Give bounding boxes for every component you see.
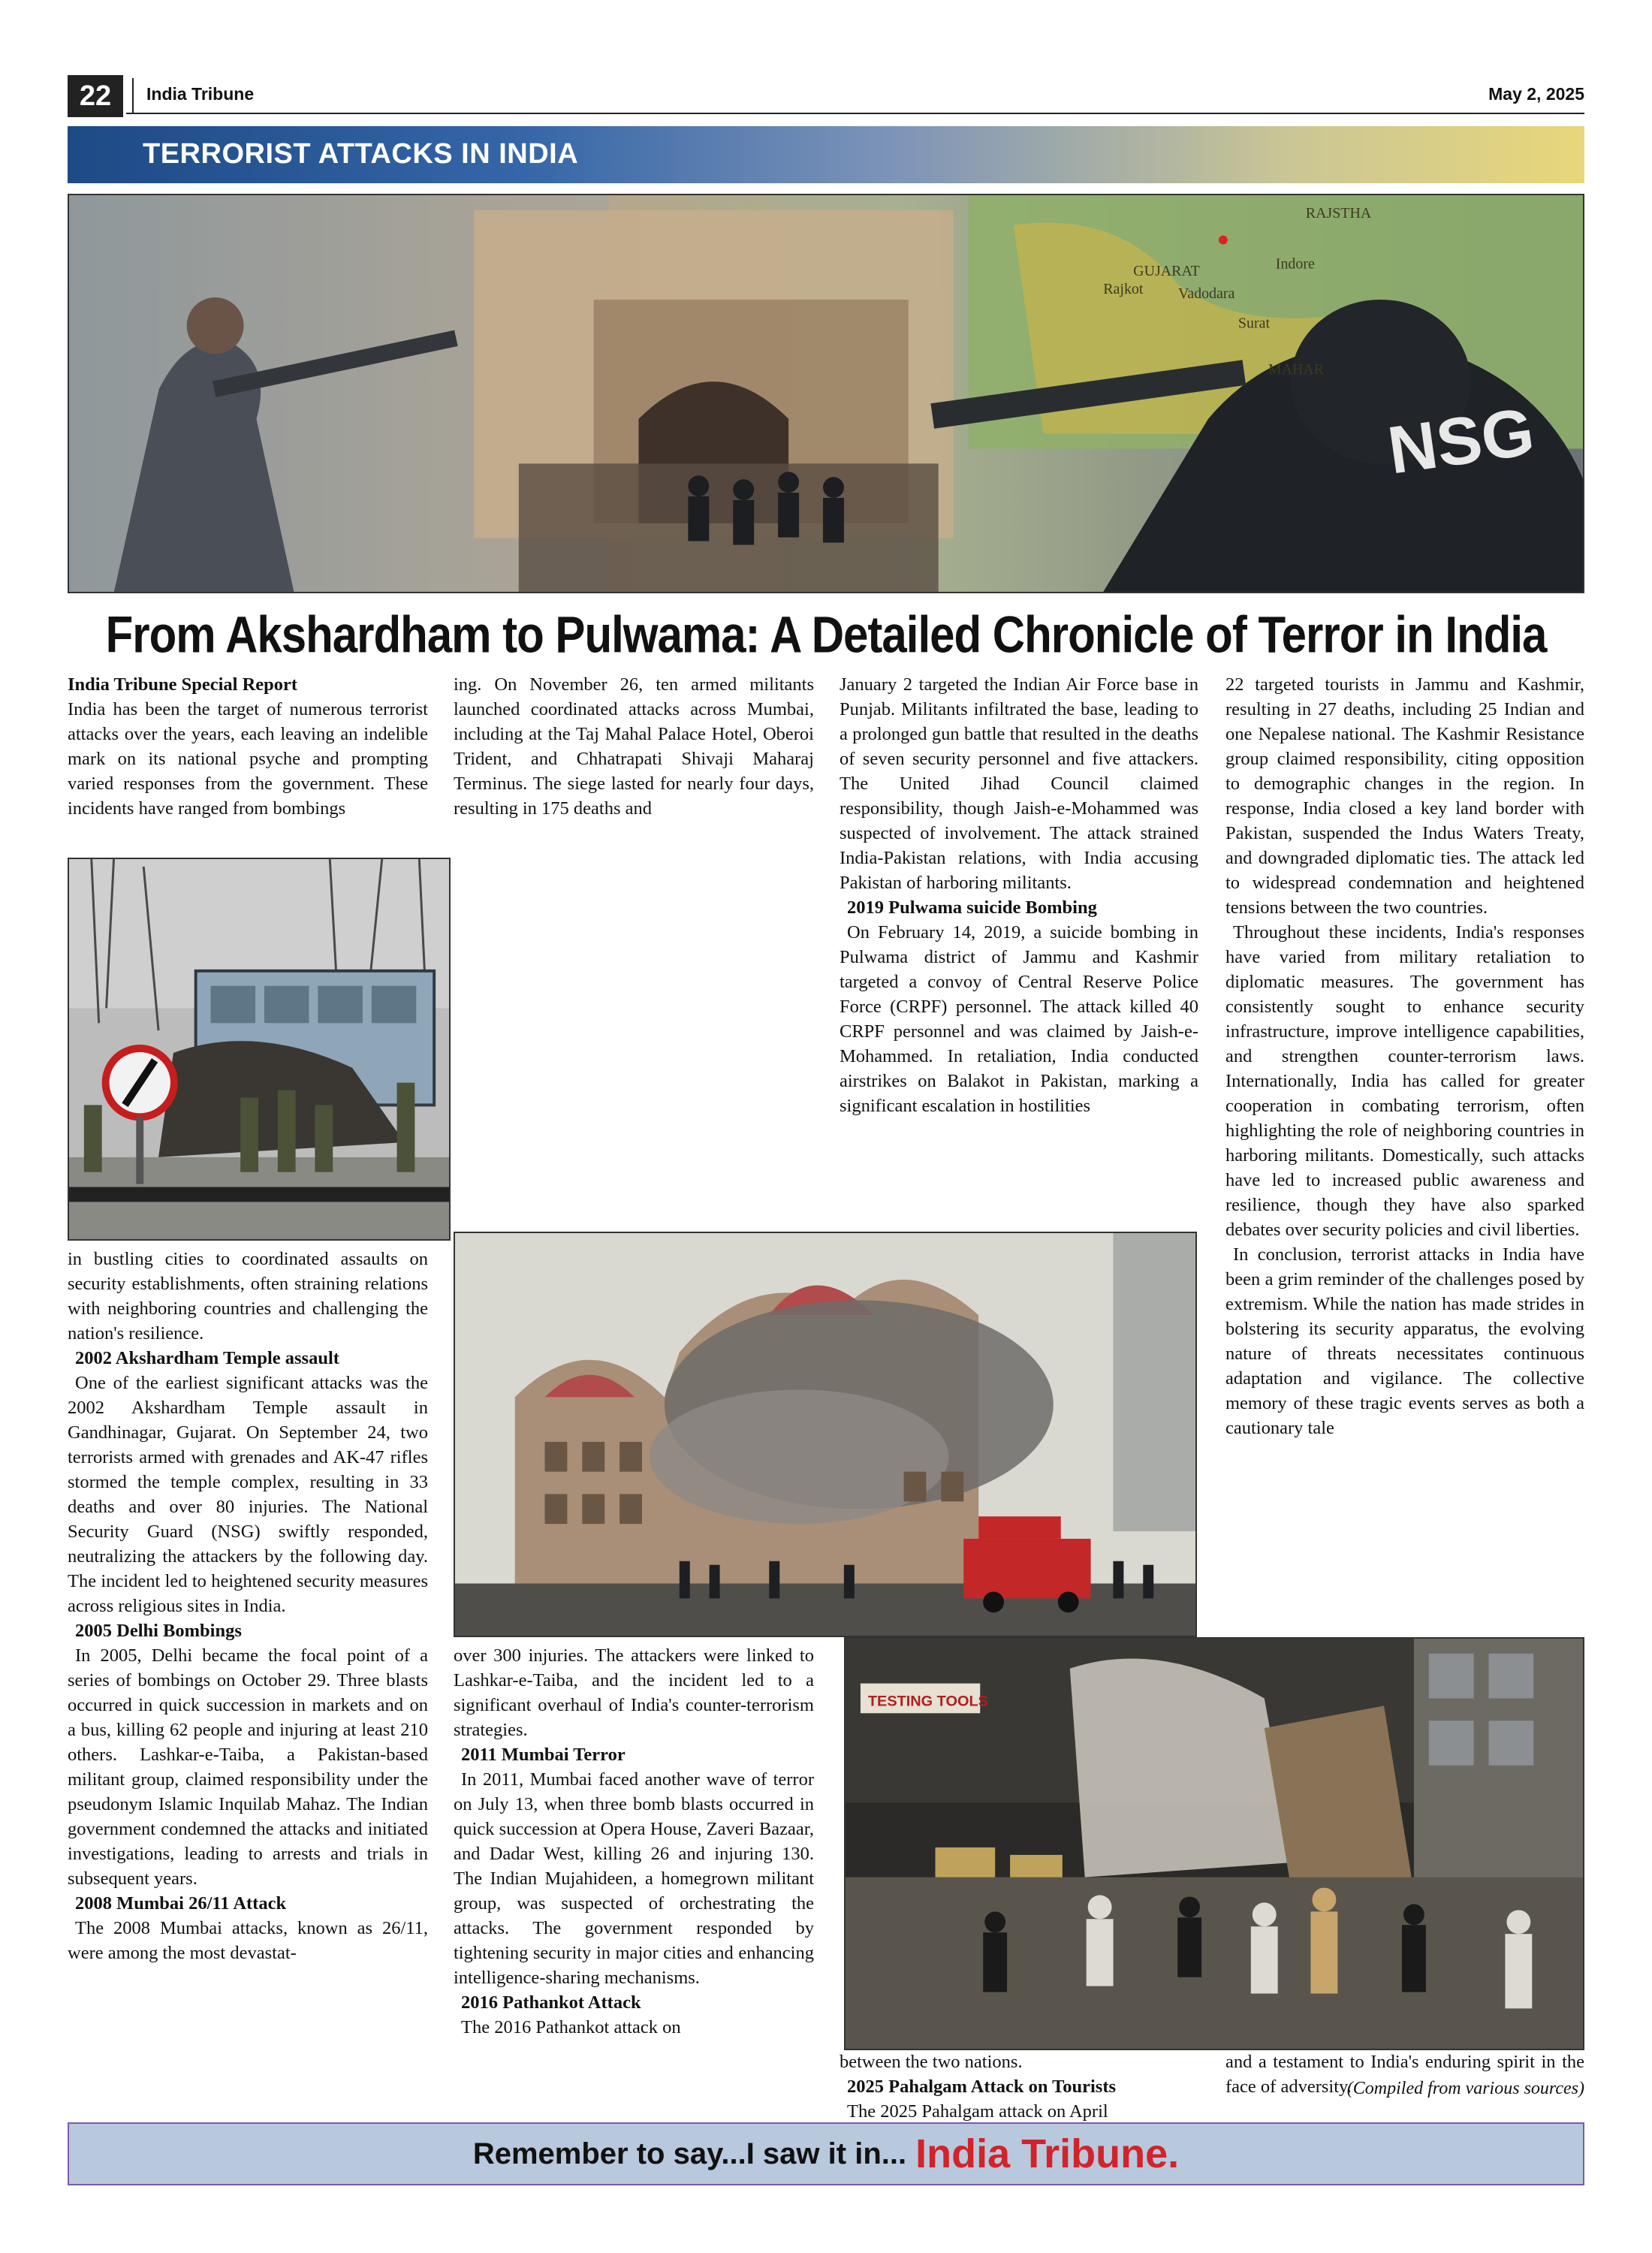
page-number: 22 xyxy=(68,75,123,117)
publication-name: India Tribune xyxy=(146,84,255,104)
footer-tagline: Remember to say...I saw it in... xyxy=(472,2137,907,2170)
column-3-top xyxy=(840,672,1198,1118)
section-banner xyxy=(68,126,1584,183)
column-3-bottom xyxy=(840,2049,1198,2124)
paragraph-2008-start: The 2008 Mumbai attacks, known as 26/11, were among the most devastat- xyxy=(68,1918,428,1963)
paragraph-conclusion-end: and a testament to India's enduring spirit in the face of adversity. xyxy=(1225,2052,1584,2097)
map-label: GUJARAT xyxy=(1133,263,1200,280)
subhead-2011: 2011 Mumbai Terror xyxy=(461,1745,626,1765)
header-rule xyxy=(126,113,1584,114)
paragraph-2008-middle: ing. On November 26, ten armed militants launched coordinated attacks across Mumbai, including at the Taj Mahal Palace Hotel, Oberoi Trident, and Chhatrapati Shivaji Maharaj Terminus. The siege lasted for nearly four days, resulting in 175 deaths and xyxy=(454,674,814,819)
hero-collage-image xyxy=(68,194,1584,593)
intro-paragraph: India has been the target of numerous terrorist attacks over the years, each leaving an indelible mark on its national psyche and prompting varied responses from the government. These incidents have ranged from bombings xyxy=(68,699,428,819)
subhead-2008: 2008 Mumbai 26/11 Attack xyxy=(75,1893,287,1914)
compiled-credit: (Compiled from various sources) xyxy=(1346,2079,1584,2098)
map-label: Rajkot xyxy=(1103,281,1144,297)
paragraph-conclusion: In conclusion, terrorist attacks in India have been a grim reminder of the challenges posed by extremism. While the nation has made strides in bolstering its security apparatus, the evolving nature of threats necessitates continuous adaptation and vigilance. The collective memory of these tragic events serves as both a cautionary tale xyxy=(1225,1244,1584,1438)
paragraph-2025-end: 22 targeted tourists in Jammu and Kashmir, resulting in 27 deaths, including 25 Indian and one Nepalese national. The Kashmir Resistance group claimed responsibility, citing opposition to demographic changes in the region. In response, India closed a key land border with Pakistan, suspended the Indus Waters Treaty, and downgraded diplomatic ties. The attack led to widespread condemnation and heightened tensions between the two countries. xyxy=(1225,674,1584,918)
footer-banner xyxy=(68,2122,1584,2185)
subhead-2025: 2025 Pahalgam Attack on Tourists xyxy=(847,2077,1117,2097)
column-1-top xyxy=(68,672,428,821)
footer-brand: India Tribune. xyxy=(915,2131,1180,2176)
map-label: MAHAR xyxy=(1268,361,1325,379)
map-label: RAJSTHA xyxy=(1305,204,1372,222)
paragraph-2019-end: between the two nations. xyxy=(840,2052,1023,2072)
map-label: Indore xyxy=(1275,255,1315,273)
subhead-2005: 2005 Delhi Bombings xyxy=(75,1621,242,1641)
subhead-2016: 2016 Pathankot Attack xyxy=(461,1992,641,2013)
paragraph-2008-end: over 300 injuries. The attackers were linked to Lashkar-e-Taiba, and the incident led to a significant overhaul of India's counter-terrorism strategies. xyxy=(454,1645,814,1740)
column-4 xyxy=(1225,672,1584,1440)
headline: From Akshardham to Pulwama: A Detailed Chronicle of Terror in India xyxy=(105,605,1547,664)
subhead-2019: 2019 Pulwama suicide Bombing xyxy=(847,897,1097,918)
taj-hotel-fire-photo xyxy=(454,1232,1197,1637)
column-2-top xyxy=(454,672,814,821)
paragraph-2016-start: The 2016 Pathankot attack on xyxy=(461,2017,681,2037)
column-1-bottom xyxy=(68,1247,428,1965)
paragraph-responses: Throughout these incidents, India's responses have varied from military retaliation to diplomatic measures. The government has consistently sought to enhance security infrastructure, improve intelligence capabilities, and strengthen counter-terrorism laws. Internationally, India has called for greater cooperation in combating terrorism, often highlighting the role of neighboring countries in harboring militants. Domestically, such attacks have led to increased public awareness and resilience, though they have also sparked debates over security policies and civil liberties. xyxy=(1225,922,1584,1240)
nsg-vest-text: NSG xyxy=(1383,393,1539,488)
paragraph-2002: One of the earliest significant attacks was the 2002 Akshardham Temple assault in Gandhinagar, Gujarat. On September 24, two terrorists armed with grenades and AK-47 rifles stormed the temple complex, resulting in 33 deaths and over 80 injuries. The National Security Guard (NSG) swiftly responded, neutralizing the attackers by the following day. The incident led to heightened security measures across religious sites in India. xyxy=(68,1373,428,1616)
map-label: Vadodara xyxy=(1178,285,1235,302)
subhead-2002: 2002 Akshardham Temple assault xyxy=(75,1348,339,1368)
market-blast-aftermath-photo xyxy=(844,1637,1584,2050)
column-2-bottom xyxy=(454,1643,814,2040)
issue-date: May 2, 2025 xyxy=(1488,84,1584,104)
pulwama-bus-photo xyxy=(68,858,451,1241)
byline: India Tribune Special Report xyxy=(68,674,298,695)
paragraph-2016-end: January 2 targeted the Indian Air Force base in Punjab. Militants infiltrated the base, leading to a prolonged gun battle that resulted in the deaths of seven security personnel and five attackers. The United Jihad Council claimed responsibility, though Jaish-e-Mohammed was suspected of involvement. The attack strained India-Pakistan relations, with India accusing Pakistan of harboring militants. xyxy=(840,674,1198,893)
intro-continued: in bustling cities to coordinated assaults on security establishments, often straining relations with neighboring countries and challenging the nation's resilience. xyxy=(68,1249,428,1344)
paragraph-2019: On February 14, 2019, a suicide bombing in Pulwama district of Jammu and Kashmir targeted a convoy of Central Reserve Police Force (CRPF) personnel. The attack killed 40 CRPF personnel and was claimed by Jaish-e-Mohammed. In retaliation, India conducted airstrikes on Balakot in Pakistan, marking a significant escalation in hostilities xyxy=(840,922,1198,1116)
map-label: Surat xyxy=(1237,315,1271,332)
header-separator xyxy=(132,78,134,114)
paragraph-2005: In 2005, Delhi became the focal point of a series of bombings on October 29. Three blasts occurred in quick succession in markets and on a bus, killing 62 people and injuring at least 210 others. Lashkar-e-Taiba, a Pakistan-based militant group, claimed responsibility under the pseudonym Islamic Inquilab Mahaz. The Indian government condemned the attacks and initiated investigations, leading to arrests and trials in subsequent years. xyxy=(68,1645,428,1889)
paragraph-2011: In 2011, Mumbai faced another wave of terror on July 13, when three bomb blasts occurred in quick succession at Opera House, Zaveri Bazaar, and Dadar West, killing 26 and injuring 130. The Indian Mujahideen, a homegrown militant group, was suspected of orchestrating the attacks. The government responded by tightening security in major cities and enhancing intelligence-sharing mechanisms. xyxy=(454,1769,814,1988)
paragraph-2025-start: The 2025 Pahalgam attack on April xyxy=(847,2101,1108,2122)
shop-sign-text: TESTING TOOLS xyxy=(867,1693,988,1710)
section-title: TERRORIST ATTACKS IN INDIA xyxy=(143,138,579,170)
